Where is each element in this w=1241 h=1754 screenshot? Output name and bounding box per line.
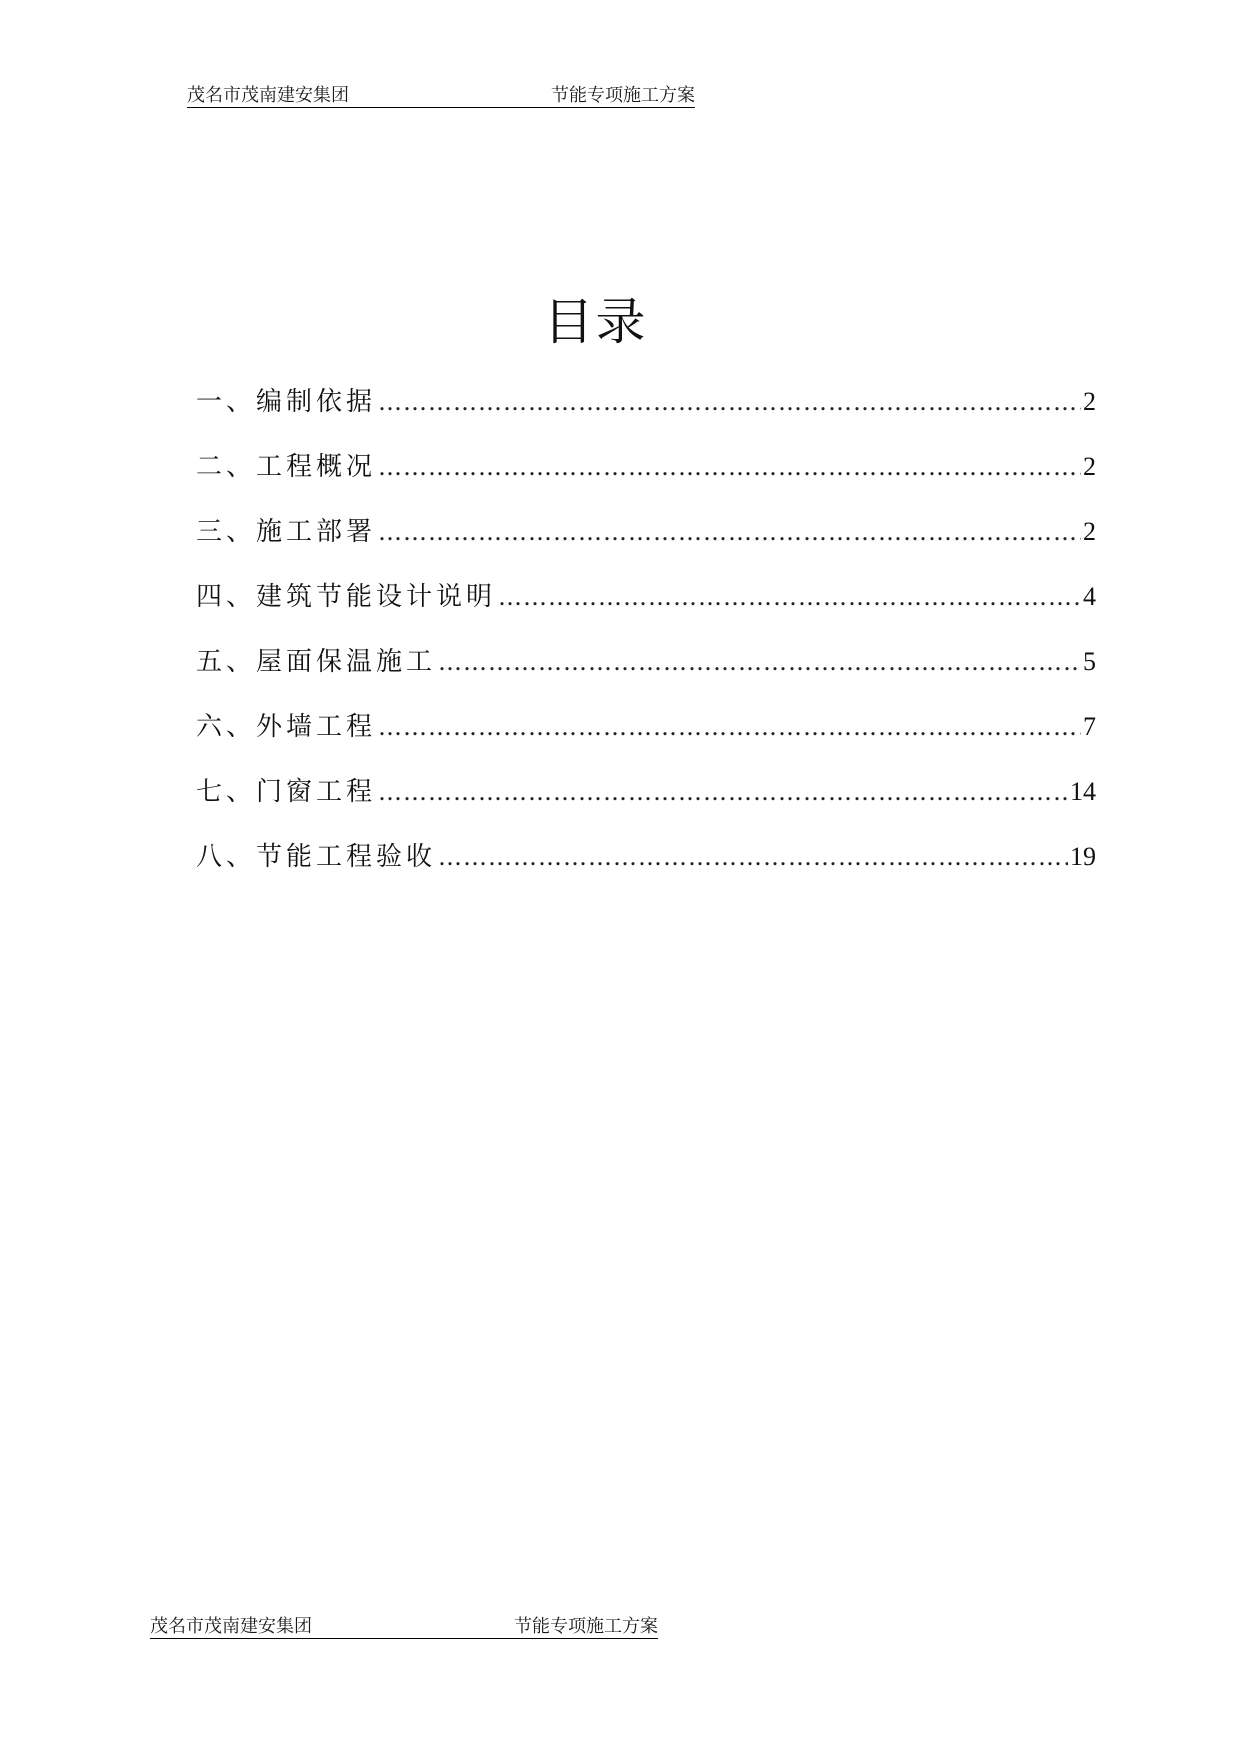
header-doc-title: 节能专项施工方案 [551, 85, 695, 106]
dot-leader [438, 837, 1068, 877]
toc-list [196, 382, 1096, 902]
footer-company: 茂名市茂南建安集团 [150, 1616, 312, 1637]
toc-entry-page: 14 [1070, 777, 1096, 806]
page-footer [150, 1617, 658, 1639]
toc-entry[interactable] [196, 382, 1096, 447]
page-header [187, 86, 695, 108]
toc-entry-label: 三、施工部署 [196, 517, 377, 547]
toc-entry[interactable] [196, 772, 1096, 837]
toc-entry-page: 2 [1083, 517, 1096, 546]
dot-leader [438, 642, 1081, 682]
toc-entry-page: 5 [1083, 647, 1096, 676]
toc-entry-page: 2 [1083, 452, 1096, 481]
dot-leader [378, 512, 1081, 552]
toc-entry-label: 一、编制依据 [196, 387, 377, 417]
header-company: 茂名市茂南建安集团 [187, 85, 349, 106]
toc-entry[interactable] [196, 512, 1096, 577]
dot-leader [378, 447, 1081, 487]
toc-title: 目录 [543, 293, 648, 351]
toc-entry[interactable] [196, 707, 1096, 772]
toc-entry-label: 四、建筑节能设计说明 [196, 582, 497, 612]
toc-entry-label: 二、工程概况 [196, 452, 377, 482]
toc-entry-label: 六、外墙工程 [196, 712, 377, 742]
toc-entry-label: 五、屋面保温施工 [196, 647, 437, 677]
dot-leader [378, 707, 1081, 747]
toc-entry[interactable] [196, 577, 1096, 642]
toc-entry-page: 4 [1083, 582, 1096, 611]
footer-doc-title: 节能专项施工方案 [514, 1616, 658, 1637]
toc-entry[interactable] [196, 447, 1096, 512]
toc-entry-label: 七、门窗工程 [196, 777, 377, 807]
toc-entry-page: 19 [1070, 842, 1096, 871]
dot-leader [498, 577, 1081, 617]
toc-entry[interactable] [196, 837, 1096, 902]
toc-entry-page: 2 [1083, 387, 1096, 416]
dot-leader [378, 772, 1068, 812]
toc-entry[interactable] [196, 642, 1096, 707]
toc-entry-page: 7 [1083, 712, 1096, 741]
dot-leader [378, 382, 1081, 422]
toc-entry-label: 八、节能工程验收 [196, 842, 437, 872]
